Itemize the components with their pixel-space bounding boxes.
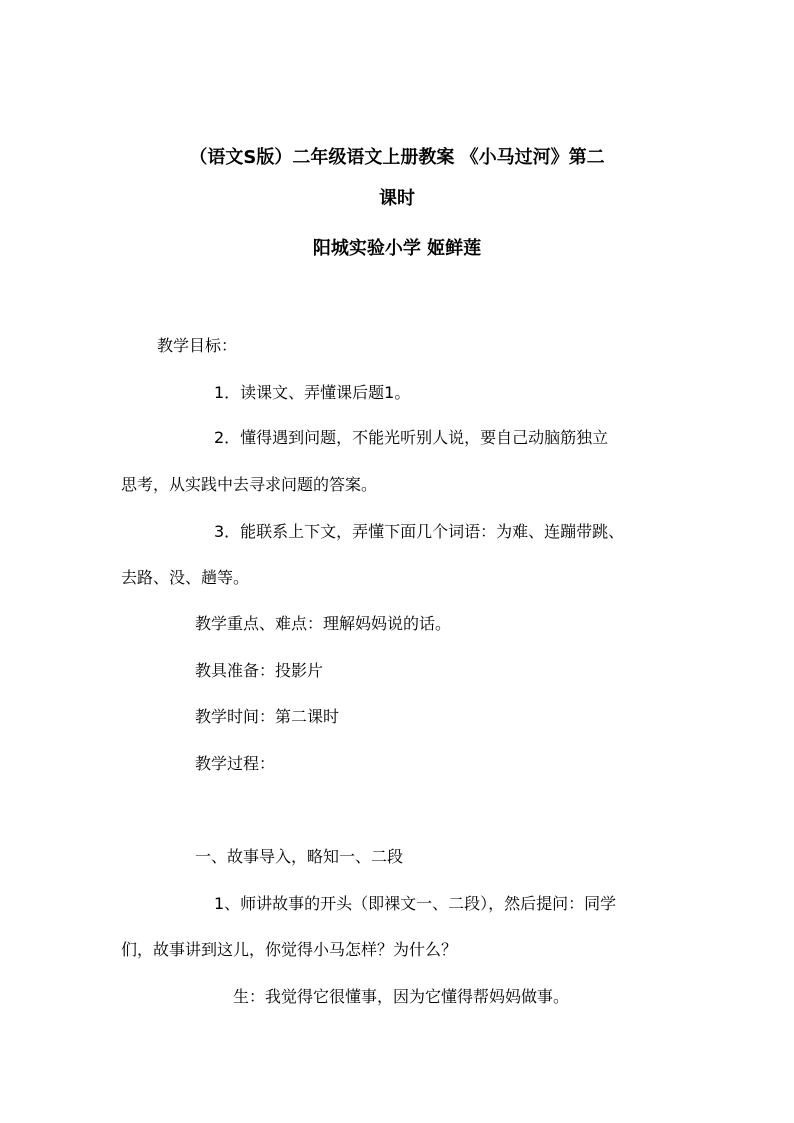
section-1-heading: 一、故事导入，略知一、二段 [195,847,404,866]
student-answer: 生：我觉得它很懂事，因为它懂得帮妈妈做事。 [233,987,570,1006]
teaching-process: 教学过程： [195,754,276,773]
goal-2-line-2: 思考，从实践中去寻求问题的答案。 [121,475,378,494]
step-1-line-2: 们，故事讲到这儿，你觉得小马怎样？为什么？ [121,940,458,959]
document-title-line-1: （语文S版）二年级语文上册教案 《小马过河》第二 [189,147,605,168]
goal-1: 1．读课文、弄懂课后题1。 [214,383,411,402]
teaching-time: 教学时间：第二课时 [195,707,340,726]
goals-heading: 教学目标： [157,336,238,355]
goal-2-line-1: 2．懂得遇到问题，不能光听别人说，要自己动脑筋独立 [214,428,609,447]
document-author: 阳城实验小学 姬鲜莲 [312,238,482,259]
document-title-line-2: 课时 [379,188,415,209]
goal-3-line-1: 3．能联系上下文，弄懂下面几个词语：为难、连蹦带跳、 [214,522,625,541]
goal-3-line-2: 去路、没、趟等。 [121,568,250,587]
key-points: 教学重点、难点：理解妈妈说的话。 [195,614,452,633]
step-1-line-1: 1、师讲故事的开头（即裸文一、二段），然后提问：同学 [214,894,617,913]
materials: 教具准备：投影片 [195,661,324,680]
